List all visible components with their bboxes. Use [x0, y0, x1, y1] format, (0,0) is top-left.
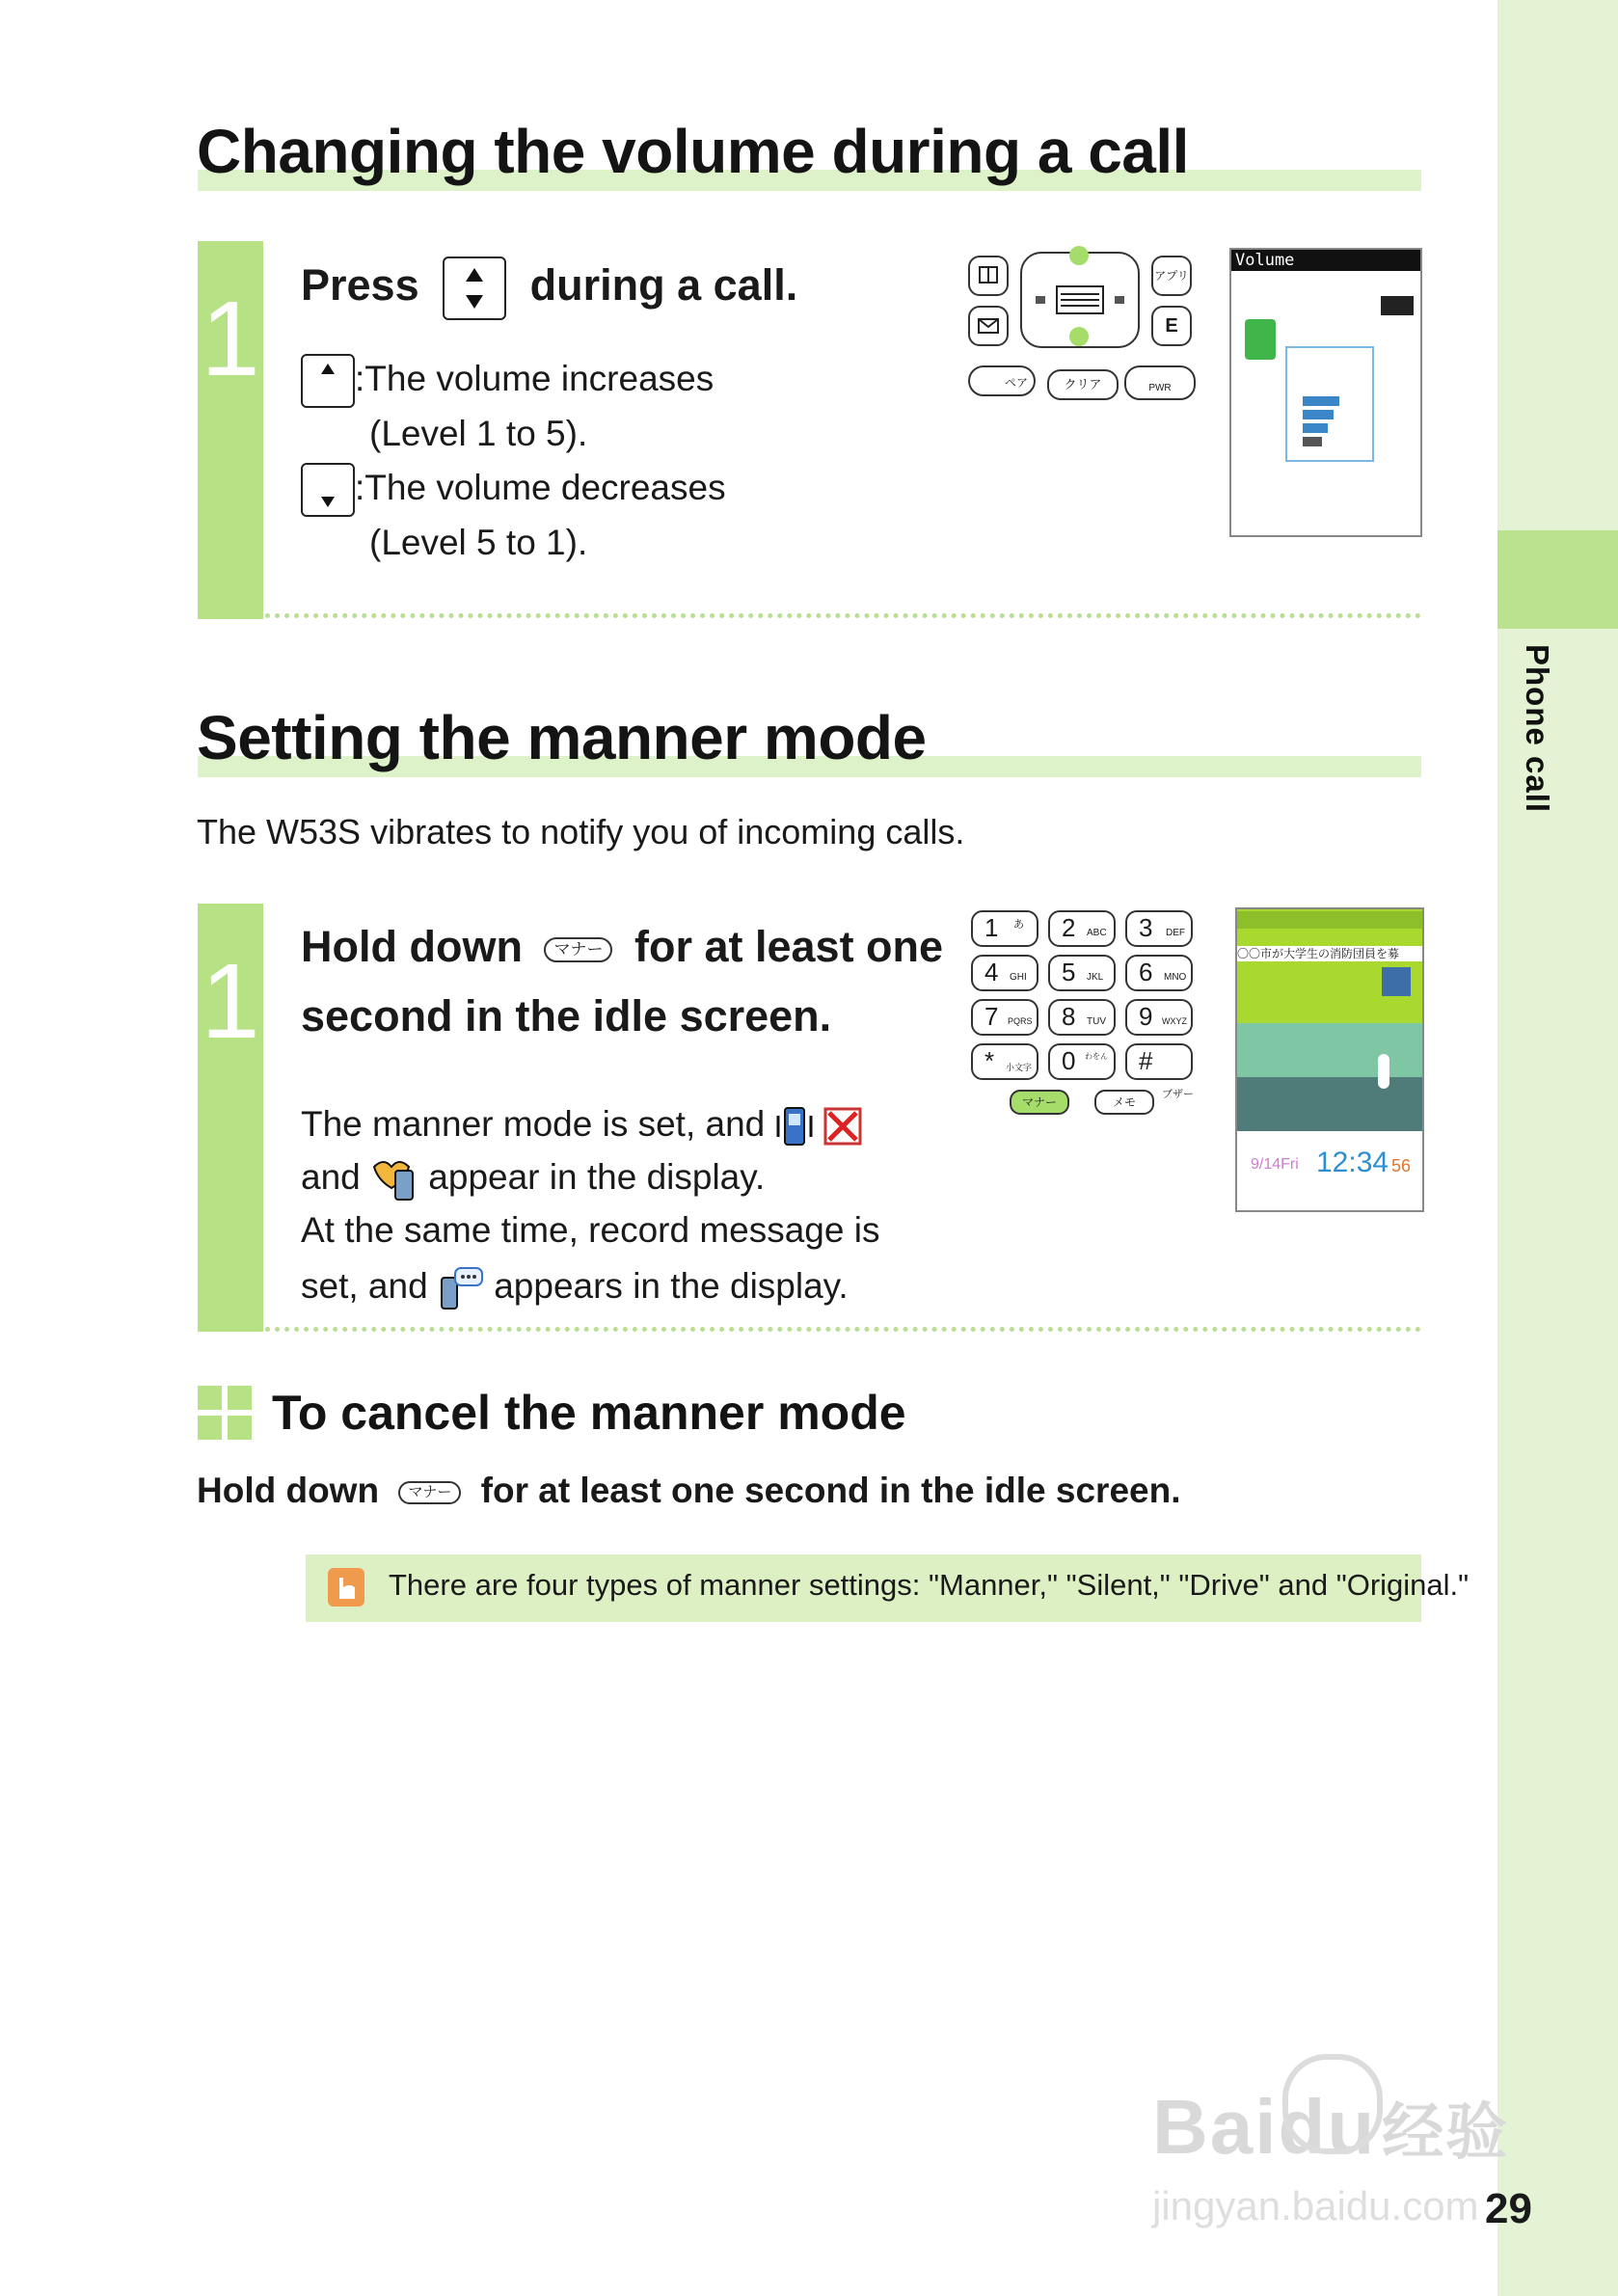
manner-key-icon: マナー: [544, 937, 612, 962]
up-down-key-icon: [443, 257, 506, 320]
volume-bar-1: [1303, 396, 1339, 406]
buzzer-label: ブザー: [1162, 1089, 1194, 1100]
manner-key-highlight: マナー: [1010, 1090, 1069, 1115]
manner-body-line1: The manner mode is set, and: [301, 1097, 862, 1151]
key-5: 5 JKL: [1048, 955, 1116, 991]
step-divider: [265, 1327, 1421, 1332]
manner-body-line4: set, and appears in the display.: [301, 1259, 849, 1313]
volume-down-range: (Level 5 to 1).: [369, 523, 588, 562]
subsection-square-icon: [198, 1386, 252, 1440]
key-0: 0 わをん: [1048, 1043, 1116, 1080]
scroll-down-indicator: [1381, 296, 1414, 315]
key-3: 3 DEF: [1125, 910, 1193, 947]
idle-time: 12:34: [1316, 1147, 1389, 1178]
side-band: [1497, 0, 1618, 2296]
manner-mode-icon: [775, 1104, 814, 1148]
key-8: 8 TUV: [1048, 999, 1116, 1036]
volume-screen: [1229, 248, 1422, 537]
key-asterisk: * 小文字: [971, 1043, 1038, 1080]
step-heading-during-call: during a call.: [529, 260, 798, 310]
ez-key: E: [1151, 306, 1192, 346]
down-key-icon: [301, 463, 355, 517]
step-heading-press: Press: [301, 260, 419, 310]
call-key: ペア: [968, 365, 1036, 396]
status-bar: [1237, 911, 1422, 929]
up-key-icon: [301, 354, 355, 408]
volume-bar-3: [1303, 423, 1328, 433]
key-hash: #: [1125, 1043, 1193, 1080]
step-heading-line2: second in the idle screen.: [301, 991, 832, 1040]
subsection-title: To cancel the manner mode: [272, 1386, 906, 1440]
vibration-icon: [370, 1157, 418, 1202]
memo-key: メモ: [1094, 1090, 1154, 1115]
manner-intro: The W53S vibrates to notify you of incoming calls.: [197, 812, 965, 851]
note-hand-icon: [326, 1566, 366, 1608]
idle-seconds: 56: [1391, 1156, 1412, 1175]
section-title-manner: Setting the manner mode: [197, 703, 927, 772]
manner-key-icon: マナー: [398, 1481, 461, 1504]
idle-date: 9/14Fri: [1251, 1156, 1299, 1173]
address-book-key: [968, 256, 1009, 296]
step-number: 1: [201, 942, 260, 1061]
clear-key: クリア: [1047, 369, 1119, 400]
down-highlight-dot: [1069, 327, 1089, 346]
record-message-icon: [438, 1266, 484, 1310]
step-number: 1: [201, 280, 260, 398]
volume-up-line: :The volume increases: [301, 352, 714, 408]
key-1: 1 あ: [971, 910, 1038, 947]
step-divider: [265, 613, 1421, 618]
key-9: 9 WXYZ: [1125, 999, 1193, 1036]
mail-key: [968, 306, 1009, 346]
step-heading: [301, 251, 797, 320]
manner-body-line3: At the same time, record message is: [301, 1210, 880, 1250]
side-tab-marker: [1497, 530, 1618, 629]
section-title-volume: Changing the volume during a call: [197, 117, 1189, 186]
appli-key: アプリ: [1151, 256, 1192, 296]
side-tab-label: Phone call: [1520, 644, 1555, 814]
watermark-url: jingyan.baidu.com: [1152, 2183, 1479, 2228]
call-volume-icon: [1245, 319, 1276, 360]
volume-screen-title: Volume: [1231, 250, 1420, 271]
weather-icon: [1382, 967, 1411, 996]
idle-bottom-area: [1237, 1077, 1422, 1131]
key-6: 6 MNO: [1125, 955, 1193, 991]
watermark-paw-icon: [1282, 2054, 1383, 2154]
figure-silhouette: [1378, 1054, 1389, 1089]
key-7: 7 PQRS: [971, 999, 1038, 1036]
key-2: 2 ABC: [1048, 910, 1116, 947]
note-text: There are four types of manner settings: "Manner," "Silent," "Drive" and "Original.": [389, 1568, 1470, 1602]
cancel-instruction: Hold down マナー for at least one second in the idle screen.: [197, 1471, 1181, 1510]
idle-screen: [1235, 907, 1424, 1212]
page-number: 29: [1485, 2185, 1532, 2232]
key-4: 4 GHI: [971, 955, 1038, 991]
volume-level-box: [1285, 346, 1374, 462]
volume-up-range: (Level 1 to 5).: [369, 414, 588, 453]
phone-keys-illustration: [966, 246, 1198, 405]
news-ticker: 〇〇市が大学生の消防団員を募: [1237, 946, 1422, 961]
numeric-keypad-illustration: [969, 906, 1210, 1133]
power-key: PWR: [1124, 365, 1196, 400]
volume-down-line: :The volume decreases: [301, 461, 726, 517]
step-heading-line1: Hold down マナー for at least one: [301, 922, 944, 971]
manner-body-line2: and appear in the display.: [301, 1150, 765, 1204]
volume-bar-4: [1303, 437, 1322, 446]
volume-bar-2: [1303, 410, 1334, 419]
watermark-brand: Baidu经验: [1152, 2084, 1510, 2170]
up-highlight-dot: [1069, 246, 1089, 265]
idle-middle-area: [1237, 1023, 1422, 1077]
ringer-off-icon: [823, 1107, 862, 1146]
